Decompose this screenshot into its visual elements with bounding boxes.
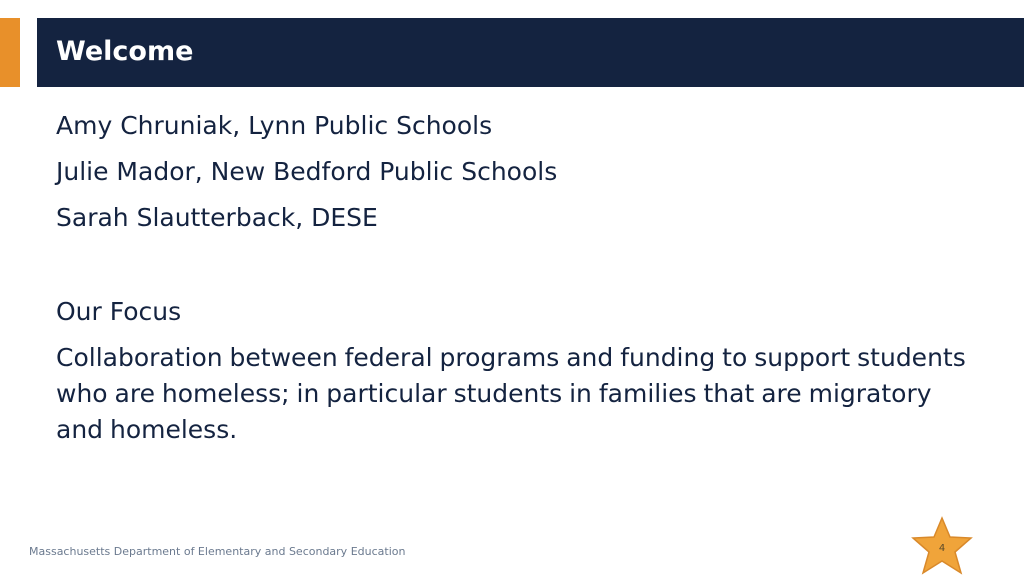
title-bar bbox=[37, 18, 1024, 87]
slide-title: Welcome bbox=[56, 36, 194, 67]
presenter-2: Julie Mador, New Bedford Public Schools bbox=[56, 157, 558, 186]
presenter-3: Sarah Slautterback, DESE bbox=[56, 203, 378, 232]
focus-heading: Our Focus bbox=[56, 297, 182, 326]
page-number: 4 bbox=[938, 543, 946, 554]
focus-paragraph: Collaboration between federal programs and funding to support students who are homeless; in particular students in families that are migratory and homeless. bbox=[56, 343, 966, 444]
footer-organization: Massachusetts Department of Elementary and Secondary Education bbox=[29, 545, 406, 558]
title-accent-bar bbox=[0, 18, 20, 87]
presenter-1: Amy Chruniak, Lynn Public Schools bbox=[56, 111, 493, 140]
